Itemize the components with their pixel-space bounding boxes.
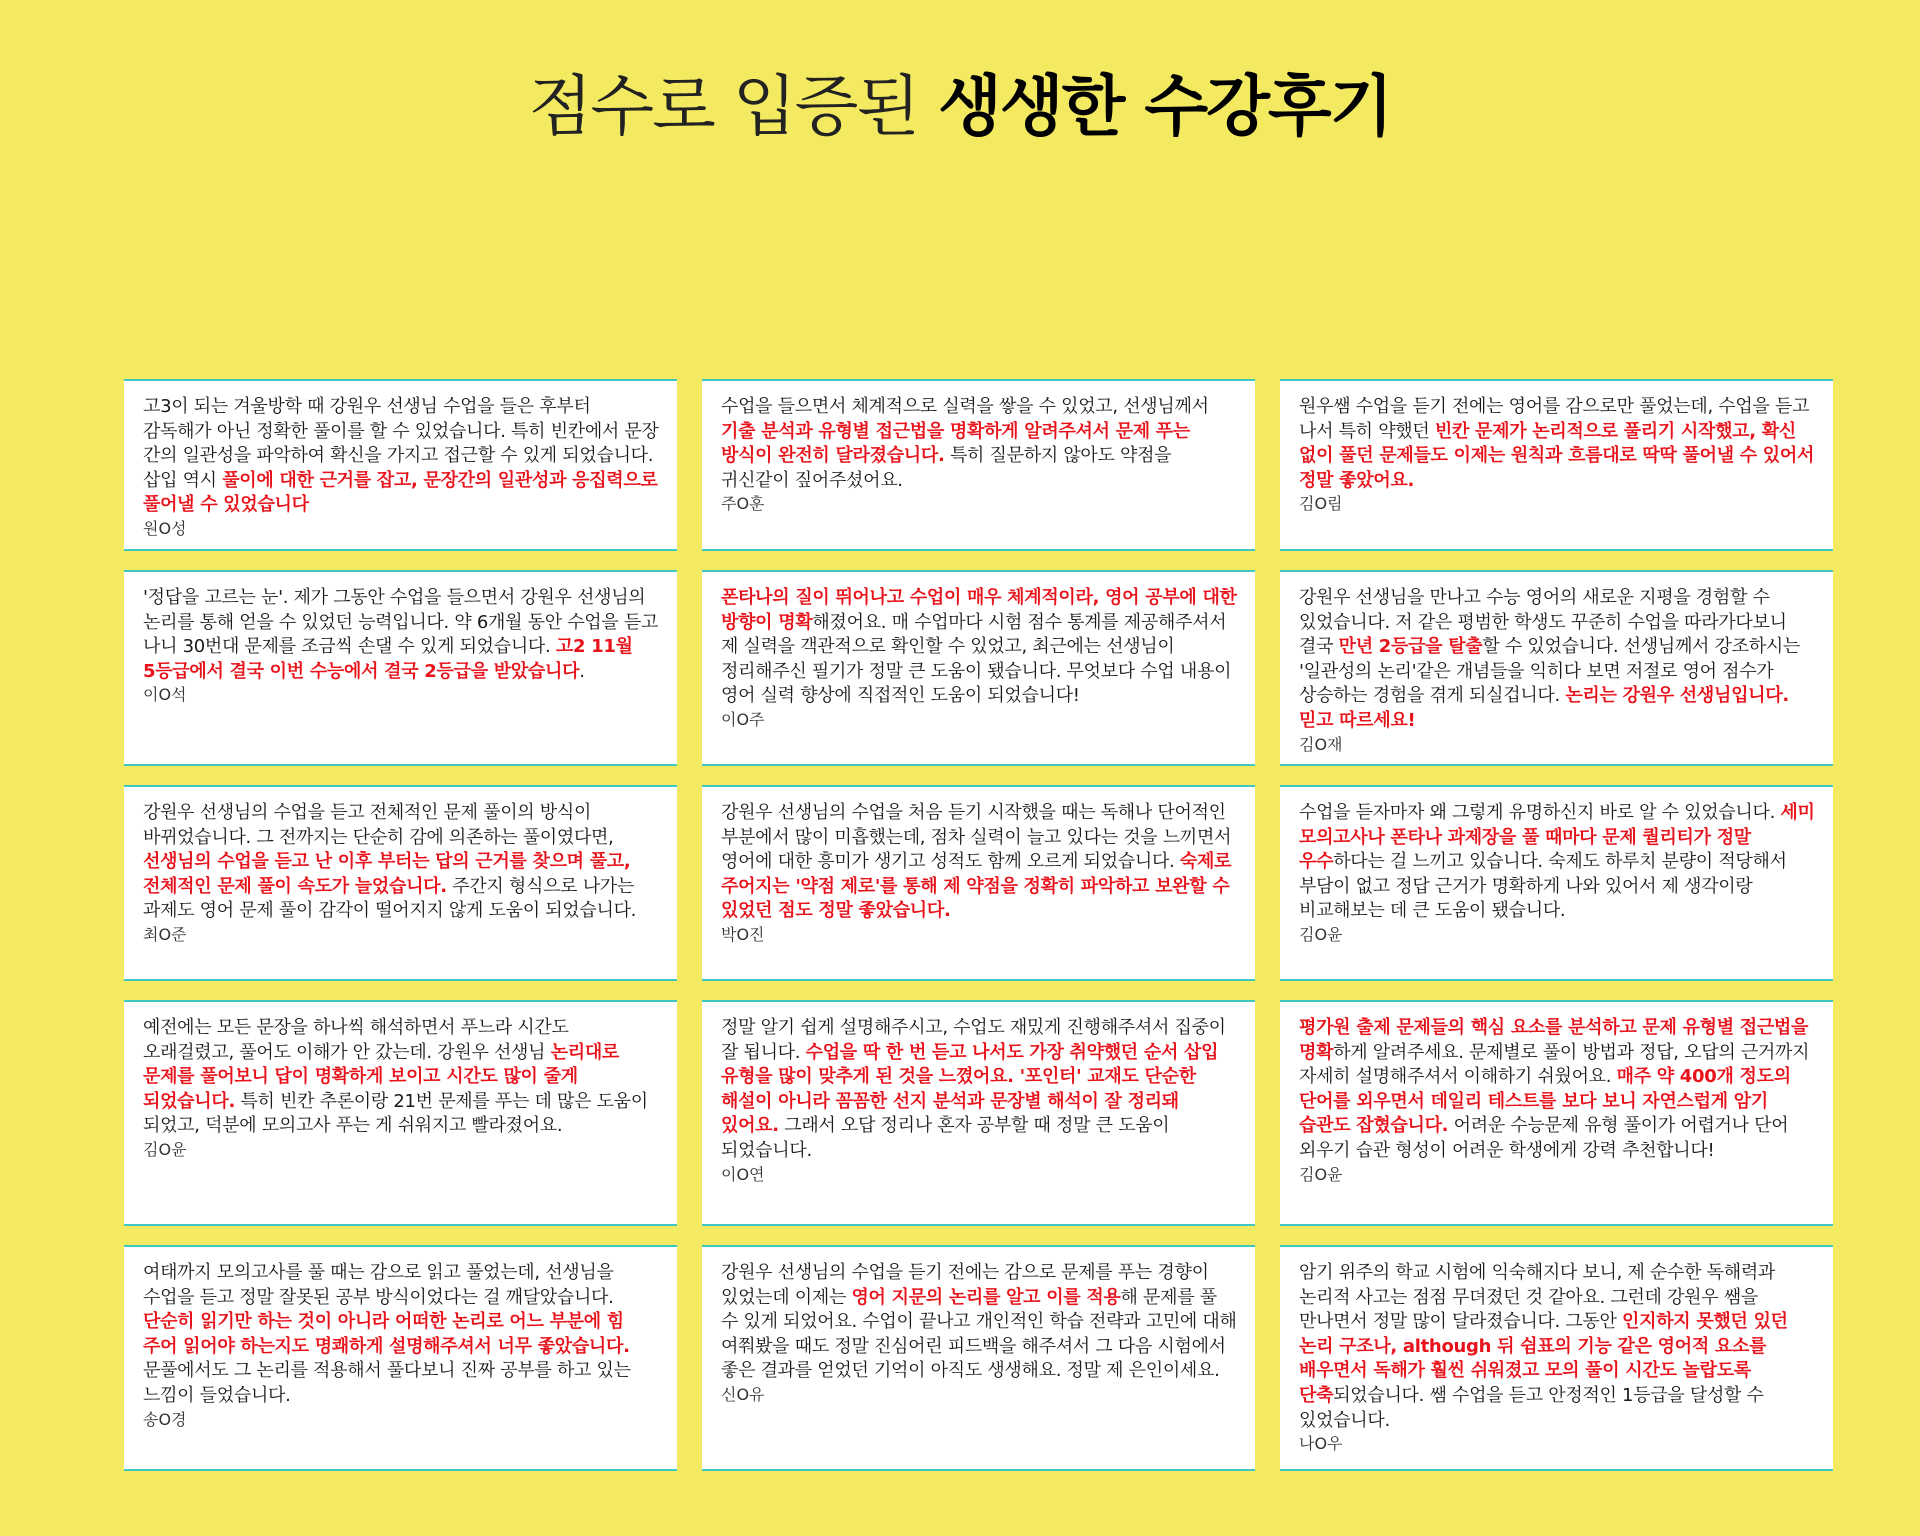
review-text (721, 395, 1237, 493)
review-segment: 특히 질문하지 않아도 약점을 귀신같이 짚어주셨어요. (721, 445, 1172, 491)
review-highlight: 빈칸 문제가 논리적으로 풀리기 시작했고, 확신 없이 풀던 문제들도 이제는 원칙과 흐름대로 딱딱 풀어낼 수 있어서 정말 좋았어요. (1299, 420, 1815, 491)
review-author: 주O훈 (721, 494, 765, 514)
review-card (702, 1000, 1255, 1226)
review-author: 박O진 (721, 924, 765, 944)
review-author: 이O연 (721, 1164, 765, 1184)
review-highlight: 폰타나의 질이 뛰어나고 수업이 매우 체계적이라, 영어 공부에 대한 방향이 명확 (721, 587, 1237, 633)
review-segment: 암기 위주의 학교 시험에 익숙해지다 보니, 제 순수한 독해력과 논리적 사고는 점점 무뎌졌던 것 같아요. 그런데 강원우 쌤을 만나면서 정말 많이 달라졌습니다. 그동안 (1299, 1262, 1775, 1333)
review-text (143, 801, 659, 924)
review-card (702, 379, 1255, 551)
review-text (1299, 1261, 1815, 1433)
review-author: 이O주 (721, 709, 765, 729)
review-highlight: 매주 약 400개 정도의 단어를 외우면서 데일리 테스트를 보다 보니 자연스럽게 암기 습관도 잡혔습니다. (1299, 1066, 1791, 1137)
review-highlight: 기출 분석과 유형별 접근법을 명확하게 알려주셔서 문제 푸는 방식이 완전히 달라졌습니다. (721, 420, 1190, 467)
review-author: 송O경 (143, 1409, 187, 1429)
review-text (1299, 395, 1815, 493)
review-highlight: 논리대로 문제를 풀어보니 답이 명확하게 보이고 시간도 많이 줄게 되었습니다. (143, 1041, 620, 1112)
review-segment: 해 문제를 풀 수 있게 되었어요. 수업이 끝나고 개인적인 학습 전략과 고민에 대해 여쭤봤을 때도 정말 진심어린 피드백을 해주셔서 그 다음 시험에서 좋은 결과를 얻었던 기억이 아직도 생생해요. 정말 제 은인이세요. (721, 1286, 1237, 1382)
review-highlight: 논리는 강원우 선생님입니다. 믿고 따르세요! (1299, 685, 1789, 731)
review-highlight: 세미 모의고사나 폰타나 과제장을 풀 때마다 문제 퀄리티가 정말 우수 (1299, 802, 1815, 873)
review-highlight: 선생님의 수업을 듣고 난 이후 부터는 답의 근거를 찾으며 풀고, 전체적인 문제 풀이 속도가 늘었습니다. (143, 851, 631, 897)
review-card (1280, 379, 1833, 551)
review-text (143, 586, 659, 684)
review-segment: 해졌어요. 매 수업마다 시험 점수 통계를 제공해주셔서 제 실력을 객관적으로 확인할 수 있었고, 최근에는 선생님이 정리해주신 필기가 정말 큰 도움이 됐습니다. 무엇보다 수업 내용이 영어 실력 향상에 직접적인 도움이 되었습니다! (721, 611, 1232, 707)
review-highlight: 영어 지문의 논리를 알고 이를 적용 (851, 1286, 1121, 1308)
review-segment: 예전에는 모든 문장을 하나씩 해석하면서 푸느라 시간도 오래걸렸고, 풀어도 이해가 안 갔는데. 강원우 선생님 (143, 1017, 569, 1063)
review-text (721, 801, 1237, 924)
review-highlight: 평가원 출제 문제들의 핵심 요소를 분석하고 문제 유형별 접근법을 명확 (1299, 1017, 1809, 1063)
review-author: 김O윤 (1299, 924, 1343, 944)
review-segment: 정말 알기 쉽게 설명해주시고, 수업도 재밌게 진행해주셔서 집중이 잘 됩니다. (721, 1017, 1226, 1063)
review-text (143, 395, 659, 518)
review-segment: 원우쌤 수업을 듣기 전에는 영어를 감으로만 풀었는데, 수업을 듣고 나서 특히 약했던 (1299, 396, 1810, 442)
review-author: 원O성 (143, 518, 187, 538)
review-segment: 하다는 걸 느끼고 있습니다. 숙제도 하루치 분량이 적당해서 부담이 없고 정답 근거가 명확하게 나와 있어서 제 생각이랑 비교해보는 데 큰 도움이 됐습니다. (1299, 851, 1787, 922)
review-card (702, 785, 1255, 981)
review-segment: '정답을 고르는 눈'. 제가 그동안 수업을 들으면서 강원우 선생님의 논리를 통해 얻을 수 있었던 능력입니다. 약 6개월 동안 수업을 듣고 나니 30번대 문제를 조금씩 손댈 수 있게 되었습니다. (143, 587, 659, 658)
review-author: 나O우 (1299, 1434, 1343, 1454)
review-text (143, 1016, 659, 1139)
review-card (124, 785, 677, 981)
review-card (702, 570, 1255, 766)
review-segment: 강원우 선생님의 수업을 듣고 전체적인 문제 풀이의 방식이 바뀌었습니다. 그 전까지는 단순히 감에 의존하는 풀이였다면, (143, 802, 614, 848)
review-text (721, 1261, 1237, 1384)
review-card (702, 1245, 1255, 1471)
review-author: 김O윤 (143, 1139, 187, 1159)
review-segment: . (579, 660, 585, 682)
review-highlight: 만년 2등급을 탈출 (1338, 636, 1483, 658)
review-text (1299, 801, 1815, 924)
review-segment: 할 수 있었습니다. 선생님께서 강조하시는 '일관성의 논리'같은 개념들을 익히다 보면 저절로 영어 점수가 상승하는 경험을 겪게 되실겁니다. (1299, 636, 1800, 707)
review-card (1280, 570, 1833, 766)
review-highlight: 고2 11월 5등급에서 결국 이번 수능에서 결국 2등급을 받았습니다 (143, 636, 633, 682)
review-text (721, 1016, 1237, 1164)
review-card (124, 1245, 677, 1471)
review-segment: 고3이 되는 겨울방학 때 강원우 선생님 수업을 들은 후부터 감독해가 아닌 정확한 풀이를 할 수 있었습니다. 특히 빈칸에서 문장 간의 일관성을 파악하여 확신을 가지고 접근할 수 있게 되었습니다. 삽입 역시 (143, 396, 659, 491)
review-segment: 수업을 들으면서 체계적으로 실력을 쌓을 수 있었고, 선생님께서 (721, 396, 1209, 417)
review-author: 이O석 (143, 685, 187, 705)
review-author: 김O림 (1299, 494, 1343, 514)
review-card (124, 1000, 677, 1226)
review-grid (124, 379, 1833, 1471)
review-author: 최O준 (143, 924, 187, 944)
review-segment: 강원우 선생님의 수업을 듣기 전에는 감으로 문제를 푸는 경향이 있었는데 이제는 (721, 1262, 1209, 1308)
review-segment: 주간지 형식으로 나가는 과제도 영어 문제 풀이 감각이 떨어지지 않게 도움이 되었습니다. (143, 875, 637, 922)
review-card (124, 570, 677, 766)
review-segment: 문풀에서도 그 논리를 적용해서 풀다보니 진짜 공부를 하고 있는 느낌이 들었습니다. (143, 1360, 631, 1406)
review-author: 김O윤 (1299, 1164, 1343, 1184)
review-segment: 하게 알려주세요. 문제별로 풀이 방법과 정답, 오답의 근거까지 자세히 설명해주셔서 이해하기 쉬웠어요. (1299, 1041, 1810, 1088)
page-title-light: 점수로 입증된 (528, 68, 919, 145)
review-text (1299, 586, 1815, 734)
review-segment: 특히 빈칸 추론이랑 21번 문제를 푸는 데 많은 도움이 되었고, 덕분에 모의고사 푸는 게 쉬워지고 빨라졌어요. (143, 1090, 648, 1137)
review-text (143, 1261, 659, 1409)
review-highlight: 풀이에 대한 근거를 잡고, 문장간의 일관성과 응집력으로 풀어낼 수 있었습니다 (143, 469, 658, 516)
review-text (721, 586, 1237, 709)
review-text (1299, 1016, 1815, 1164)
review-card (124, 379, 677, 551)
review-segment: 강원우 선생님을 만나고 수능 영어의 새로운 지평을 경험할 수 있었습니다. 저 같은 평범한 학생도 꾸준히 수업을 따라가다보니 결국 (1299, 587, 1787, 658)
review-segment: 수업을 듣자마자 왜 그렇게 유명하신지 바로 알 수 있었습니다. (1299, 802, 1781, 823)
review-card (1280, 785, 1833, 981)
review-highlight: 인지하지 못했던 있던 논리 구조나, although 뒤 쉼표의 기능 같은 영어적 요소를 배우면서 독해가 훨씬 쉬워졌고 모의 풀이 시간도 놀랍도록 단축 (1299, 1311, 1788, 1406)
review-segment: 어려운 수능문제 유형 풀이가 어렵거나 단어 외우기 습관 형성이 어려운 학생에게 강력 추천합니다! (1299, 1115, 1789, 1161)
review-highlight: 단순히 읽기만 하는 것이 아니라 어떠한 논리로 어느 부분에 힘 주어 읽어야 하는지도 명쾌하게 설명해주셔서 너무 좋았습니다. (143, 1311, 630, 1357)
review-segment: 되었습니다. 쌤 수업을 듣고 안정적인 1등급을 달성할 수 있었습니다. (1299, 1384, 1764, 1431)
review-card (1280, 1000, 1833, 1226)
review-segment: 여태까지 모의고사를 풀 때는 감으로 읽고 풀었는데, 선생님을 수업을 듣고 정말 잘못된 공부 방식이었다는 걸 깨달았습니다. (143, 1262, 614, 1308)
review-author: 김O재 (1299, 734, 1343, 754)
review-segment: 강원우 선생님의 수업을 처음 듣기 시작했을 때는 독해나 단어적인 부분에서 많이 미흡했는데, 점차 실력이 늘고 있다는 것을 느끼면서 영어에 대한 흥미가 생기고 성적도 함께 오르게 되었습니다. (721, 802, 1232, 873)
page-title (0, 62, 1920, 152)
review-card (1280, 1245, 1833, 1471)
page-title-bold: 생생한 수강후기 (938, 68, 1392, 145)
review-author: 신O유 (721, 1384, 765, 1404)
review-highlight: 수업을 딱 한 번 듣고 나서도 가장 취약했던 순서 삽입 유형을 많이 맞추게 된 것을 느꼈어요. '포인터' 교재도 단순한 해설이 아니라 꼼꼼한 선지 분석과 문장별 해석이 잘 정리돼 있어요. (721, 1041, 1219, 1137)
review-highlight: 숙제로 주어지는 '약점 제로'를 통해 제 약점을 정확히 파악하고 보완할 수 있었던 점도 정말 좋았습니다. (721, 851, 1232, 922)
review-segment: 그래서 오답 정리나 혼자 공부할 때 정말 큰 도움이 되었습니다. (721, 1115, 1170, 1161)
